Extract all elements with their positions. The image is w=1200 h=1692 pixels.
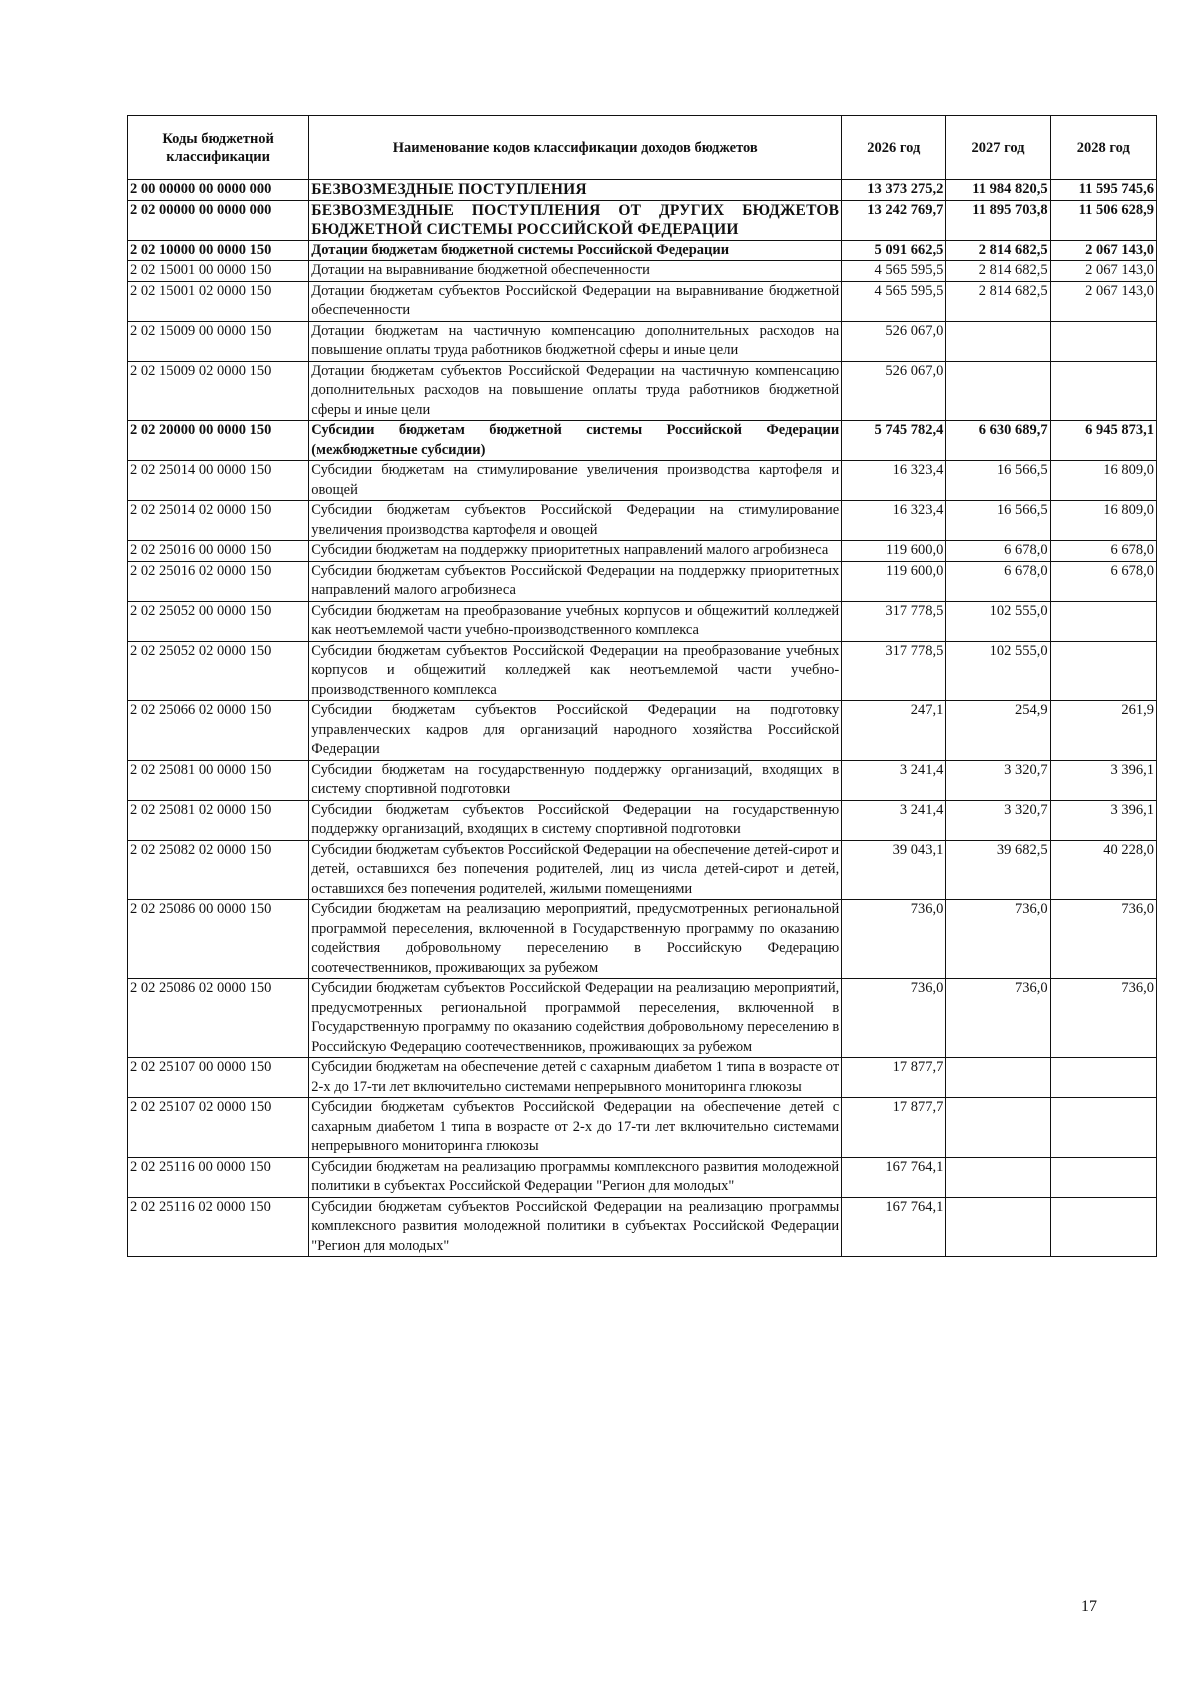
name-cell: Дотации на выравнивание бюджетной обеспеченности (309, 261, 842, 282)
name-cell: Дотации бюджетам субъектов Российской Федерации на выравнивание бюджетной обеспеченности (309, 281, 842, 321)
value-2027-cell (946, 361, 1050, 421)
value-2026-cell: 16 323,4 (842, 461, 946, 501)
value-2027-cell: 736,0 (946, 900, 1050, 979)
table-row (128, 501, 1157, 541)
table-row (128, 1058, 1157, 1098)
name-cell: Субсидии бюджетам субъектов Российской Федерации на реализацию программы комплексного развития молодежной политики в субъектах Российской Федерации "Регион для молодых" (309, 1197, 842, 1257)
value-2027-cell: 102 555,0 (946, 601, 1050, 641)
table-row (128, 261, 1157, 282)
value-2026-cell: 167 764,1 (842, 1197, 946, 1257)
value-2028-cell: 2 067 143,0 (1050, 240, 1156, 261)
value-2027-cell: 102 555,0 (946, 641, 1050, 701)
code-cell: 2 02 25052 02 0000 150 (128, 641, 309, 701)
table-row (128, 240, 1157, 261)
name-cell: Дотации бюджетам бюджетной системы Российской Федерации (309, 240, 842, 261)
header-2027: 2027 год (946, 116, 1050, 180)
value-2028-cell (1050, 321, 1156, 361)
code-cell: 2 02 25081 00 0000 150 (128, 760, 309, 800)
budget-revenue-table (127, 115, 1157, 1257)
table-row (128, 641, 1157, 701)
value-2026-cell: 119 600,0 (842, 561, 946, 601)
value-2028-cell: 11 506 628,9 (1050, 200, 1156, 240)
value-2027-cell: 6 630 689,7 (946, 421, 1050, 461)
table-row (128, 760, 1157, 800)
table-row (128, 321, 1157, 361)
name-cell: Субсидии бюджетам на поддержку приоритетных направлений малого агробизнеса (309, 541, 842, 562)
code-cell: 2 02 25014 02 0000 150 (128, 501, 309, 541)
value-2028-cell: 6 945 873,1 (1050, 421, 1156, 461)
value-2028-cell (1050, 1098, 1156, 1158)
value-2026-cell: 5 091 662,5 (842, 240, 946, 261)
value-2026-cell: 13 242 769,7 (842, 200, 946, 240)
table-row (128, 701, 1157, 761)
value-2027-cell: 16 566,5 (946, 461, 1050, 501)
value-2028-cell: 736,0 (1050, 979, 1156, 1058)
table-row (128, 180, 1157, 201)
value-2028-cell: 2 067 143,0 (1050, 261, 1156, 282)
value-2028-cell: 3 396,1 (1050, 800, 1156, 840)
value-2028-cell: 6 678,0 (1050, 561, 1156, 601)
value-2026-cell: 39 043,1 (842, 840, 946, 900)
header-name: Наименование кодов классификации доходов бюджетов (309, 116, 842, 180)
name-cell: Субсидии бюджетам на преобразование учебных корпусов и общежитий колледжей как неотъемлемой части учебно-производственного комплекса (309, 601, 842, 641)
code-cell: 2 02 25107 00 0000 150 (128, 1058, 309, 1098)
value-2027-cell: 6 678,0 (946, 561, 1050, 601)
value-2026-cell: 317 778,5 (842, 601, 946, 641)
value-2028-cell: 16 809,0 (1050, 501, 1156, 541)
code-cell: 2 02 25016 02 0000 150 (128, 561, 309, 601)
value-2027-cell: 2 814 682,5 (946, 261, 1050, 282)
name-cell: Субсидии бюджетам субъектов Российской Федерации на обеспечение детей с сахарным диабетом 1 типа в возрасте от 2-х до 17-ти лет включительно системами непрерывного мониторинга глюкозы (309, 1098, 842, 1158)
name-cell: Дотации бюджетам субъектов Российской Федерации на частичную компенсацию дополнительных расходов на повышение оплаты труда работников бюджетной сферы и иные цели (309, 361, 842, 421)
name-cell: Субсидии бюджетам субъектов Российской Федерации на подготовку управленческих кадров для организаций народного хозяйства Российской Федерации (309, 701, 842, 761)
value-2026-cell: 13 373 275,2 (842, 180, 946, 201)
value-2026-cell: 3 241,4 (842, 760, 946, 800)
table-row (128, 361, 1157, 421)
name-cell: Субсидии бюджетам бюджетной системы Российской Федерации (межбюджетные субсидии) (309, 421, 842, 461)
table-row (128, 979, 1157, 1058)
table-row (128, 601, 1157, 641)
table-row (128, 1157, 1157, 1197)
value-2026-cell: 3 241,4 (842, 800, 946, 840)
name-cell: Дотации бюджетам на частичную компенсацию дополнительных расходов на повышение оплаты труда работников бюджетной сферы и иные цели (309, 321, 842, 361)
value-2026-cell: 247,1 (842, 701, 946, 761)
value-2028-cell: 16 809,0 (1050, 461, 1156, 501)
value-2026-cell: 4 565 595,5 (842, 261, 946, 282)
value-2027-cell: 6 678,0 (946, 541, 1050, 562)
value-2026-cell: 17 877,7 (842, 1098, 946, 1158)
code-cell: 2 02 20000 00 0000 150 (128, 421, 309, 461)
value-2027-cell: 16 566,5 (946, 501, 1050, 541)
table-row (128, 461, 1157, 501)
value-2026-cell: 736,0 (842, 979, 946, 1058)
name-cell: БЕЗВОЗМЕЗДНЫЕ ПОСТУПЛЕНИЯ (309, 180, 842, 201)
name-cell: Субсидии бюджетам на стимулирование увеличения производства картофеля и овощей (309, 461, 842, 501)
name-cell: Субсидии бюджетам на государственную поддержку организаций, входящих в систему спортивной подготовки (309, 760, 842, 800)
value-2026-cell: 5 745 782,4 (842, 421, 946, 461)
value-2027-cell: 39 682,5 (946, 840, 1050, 900)
name-cell: Субсидии бюджетам субъектов Российской Федерации на обеспечение детей-сирот и детей, оставшихся без попечения родителей, лиц из числа детей-сирот и детей, оставшихся без попечения родителей, жилыми помещениями (309, 840, 842, 900)
value-2027-cell: 3 320,7 (946, 800, 1050, 840)
value-2027-cell: 11 895 703,8 (946, 200, 1050, 240)
value-2028-cell (1050, 361, 1156, 421)
code-cell: 2 00 00000 00 0000 000 (128, 180, 309, 201)
table-row (128, 561, 1157, 601)
table-row (128, 421, 1157, 461)
code-cell: 2 02 15009 02 0000 150 (128, 361, 309, 421)
code-cell: 2 02 25116 00 0000 150 (128, 1157, 309, 1197)
code-cell: 2 02 25086 00 0000 150 (128, 900, 309, 979)
value-2027-cell: 3 320,7 (946, 760, 1050, 800)
name-cell: Субсидии бюджетам субъектов Российской Федерации на реализацию мероприятий, предусмотренных региональной программой переселения, включенной в Государственную программу по оказанию содействия добровольному переселению в Российскую Федерацию соотечественников, проживающих за рубежом (309, 979, 842, 1058)
table-row (128, 800, 1157, 840)
name-cell: Субсидии бюджетам на реализацию программы комплексного развития молодежной политики в субъектах Российской Федерации "Регион для молодых" (309, 1157, 842, 1197)
code-cell: 2 02 25014 00 0000 150 (128, 461, 309, 501)
table-row (128, 281, 1157, 321)
table-row (128, 900, 1157, 979)
value-2026-cell: 16 323,4 (842, 501, 946, 541)
value-2028-cell: 261,9 (1050, 701, 1156, 761)
name-cell: Субсидии бюджетам субъектов Российской Федерации на стимулирование увеличения производства картофеля и овощей (309, 501, 842, 541)
table-body (128, 180, 1157, 1257)
code-cell: 2 02 25081 02 0000 150 (128, 800, 309, 840)
code-cell: 2 02 25052 00 0000 150 (128, 601, 309, 641)
table-row (128, 541, 1157, 562)
value-2028-cell: 2 067 143,0 (1050, 281, 1156, 321)
value-2028-cell: 40 228,0 (1050, 840, 1156, 900)
table-row (128, 200, 1157, 240)
value-2027-cell (946, 1058, 1050, 1098)
name-cell: Субсидии бюджетам субъектов Российской Федерации на преобразование учебных корпусов и общежитий колледжей как неотъемлемой части учебно-производственного комплекса (309, 641, 842, 701)
table-row (128, 840, 1157, 900)
name-cell: Субсидии бюджетам субъектов Российской Федерации на поддержку приоритетных направлений малого агробизнеса (309, 561, 842, 601)
code-cell: 2 02 15001 00 0000 150 (128, 261, 309, 282)
value-2026-cell: 167 764,1 (842, 1157, 946, 1197)
value-2027-cell (946, 1098, 1050, 1158)
value-2027-cell: 254,9 (946, 701, 1050, 761)
code-cell: 2 02 15001 02 0000 150 (128, 281, 309, 321)
page-number: 17 (1081, 1598, 1097, 1615)
table-header-row (128, 116, 1157, 180)
value-2028-cell (1050, 641, 1156, 701)
code-cell: 2 02 25086 02 0000 150 (128, 979, 309, 1058)
table-row (128, 1197, 1157, 1257)
header-2026: 2026 год (842, 116, 946, 180)
code-cell: 2 02 10000 00 0000 150 (128, 240, 309, 261)
value-2027-cell: 11 984 820,5 (946, 180, 1050, 201)
header-code: Коды бюджетной классификации (128, 116, 309, 180)
value-2028-cell: 736,0 (1050, 900, 1156, 979)
value-2028-cell: 6 678,0 (1050, 541, 1156, 562)
name-cell: Субсидии бюджетам на реализацию мероприятий, предусмотренных региональной программой переселения, включенной в Государственную программу по оказанию содействия добровольному переселению в Российскую Федерацию соотечественников, проживающих за рубежом (309, 900, 842, 979)
table-row (128, 1098, 1157, 1158)
value-2027-cell: 736,0 (946, 979, 1050, 1058)
value-2027-cell (946, 1157, 1050, 1197)
value-2027-cell (946, 321, 1050, 361)
value-2028-cell: 11 595 745,6 (1050, 180, 1156, 201)
name-cell: БЕЗВОЗМЕЗДНЫЕ ПОСТУПЛЕНИЯ ОТ ДРУГИХ БЮДЖЕТОВ БЮДЖЕТНОЙ СИСТЕМЫ РОССИЙСКОЙ ФЕДЕРАЦИИ (309, 200, 842, 240)
value-2026-cell: 526 067,0 (842, 321, 946, 361)
value-2026-cell: 4 565 595,5 (842, 281, 946, 321)
value-2028-cell (1050, 1058, 1156, 1098)
value-2026-cell: 17 877,7 (842, 1058, 946, 1098)
value-2027-cell (946, 1197, 1050, 1257)
code-cell: 2 02 25082 02 0000 150 (128, 840, 309, 900)
code-cell: 2 02 25016 00 0000 150 (128, 541, 309, 562)
value-2028-cell (1050, 1197, 1156, 1257)
code-cell: 2 02 25116 02 0000 150 (128, 1197, 309, 1257)
code-cell: 2 02 25107 02 0000 150 (128, 1098, 309, 1158)
value-2027-cell: 2 814 682,5 (946, 240, 1050, 261)
value-2028-cell (1050, 1157, 1156, 1197)
value-2026-cell: 526 067,0 (842, 361, 946, 421)
name-cell: Субсидии бюджетам на обеспечение детей с сахарным диабетом 1 типа в возрасте от 2-х до 17-ти лет включительно системами непрерывного мониторинга глюкозы (309, 1058, 842, 1098)
code-cell: 2 02 25066 02 0000 150 (128, 701, 309, 761)
value-2026-cell: 736,0 (842, 900, 946, 979)
code-cell: 2 02 00000 00 0000 000 (128, 200, 309, 240)
header-2028: 2028 год (1050, 116, 1156, 180)
value-2028-cell (1050, 601, 1156, 641)
name-cell: Субсидии бюджетам субъектов Российской Федерации на государственную поддержку организаций, входящих в систему спортивной подготовки (309, 800, 842, 840)
value-2026-cell: 119 600,0 (842, 541, 946, 562)
value-2027-cell: 2 814 682,5 (946, 281, 1050, 321)
code-cell: 2 02 15009 00 0000 150 (128, 321, 309, 361)
value-2026-cell: 317 778,5 (842, 641, 946, 701)
value-2028-cell: 3 396,1 (1050, 760, 1156, 800)
